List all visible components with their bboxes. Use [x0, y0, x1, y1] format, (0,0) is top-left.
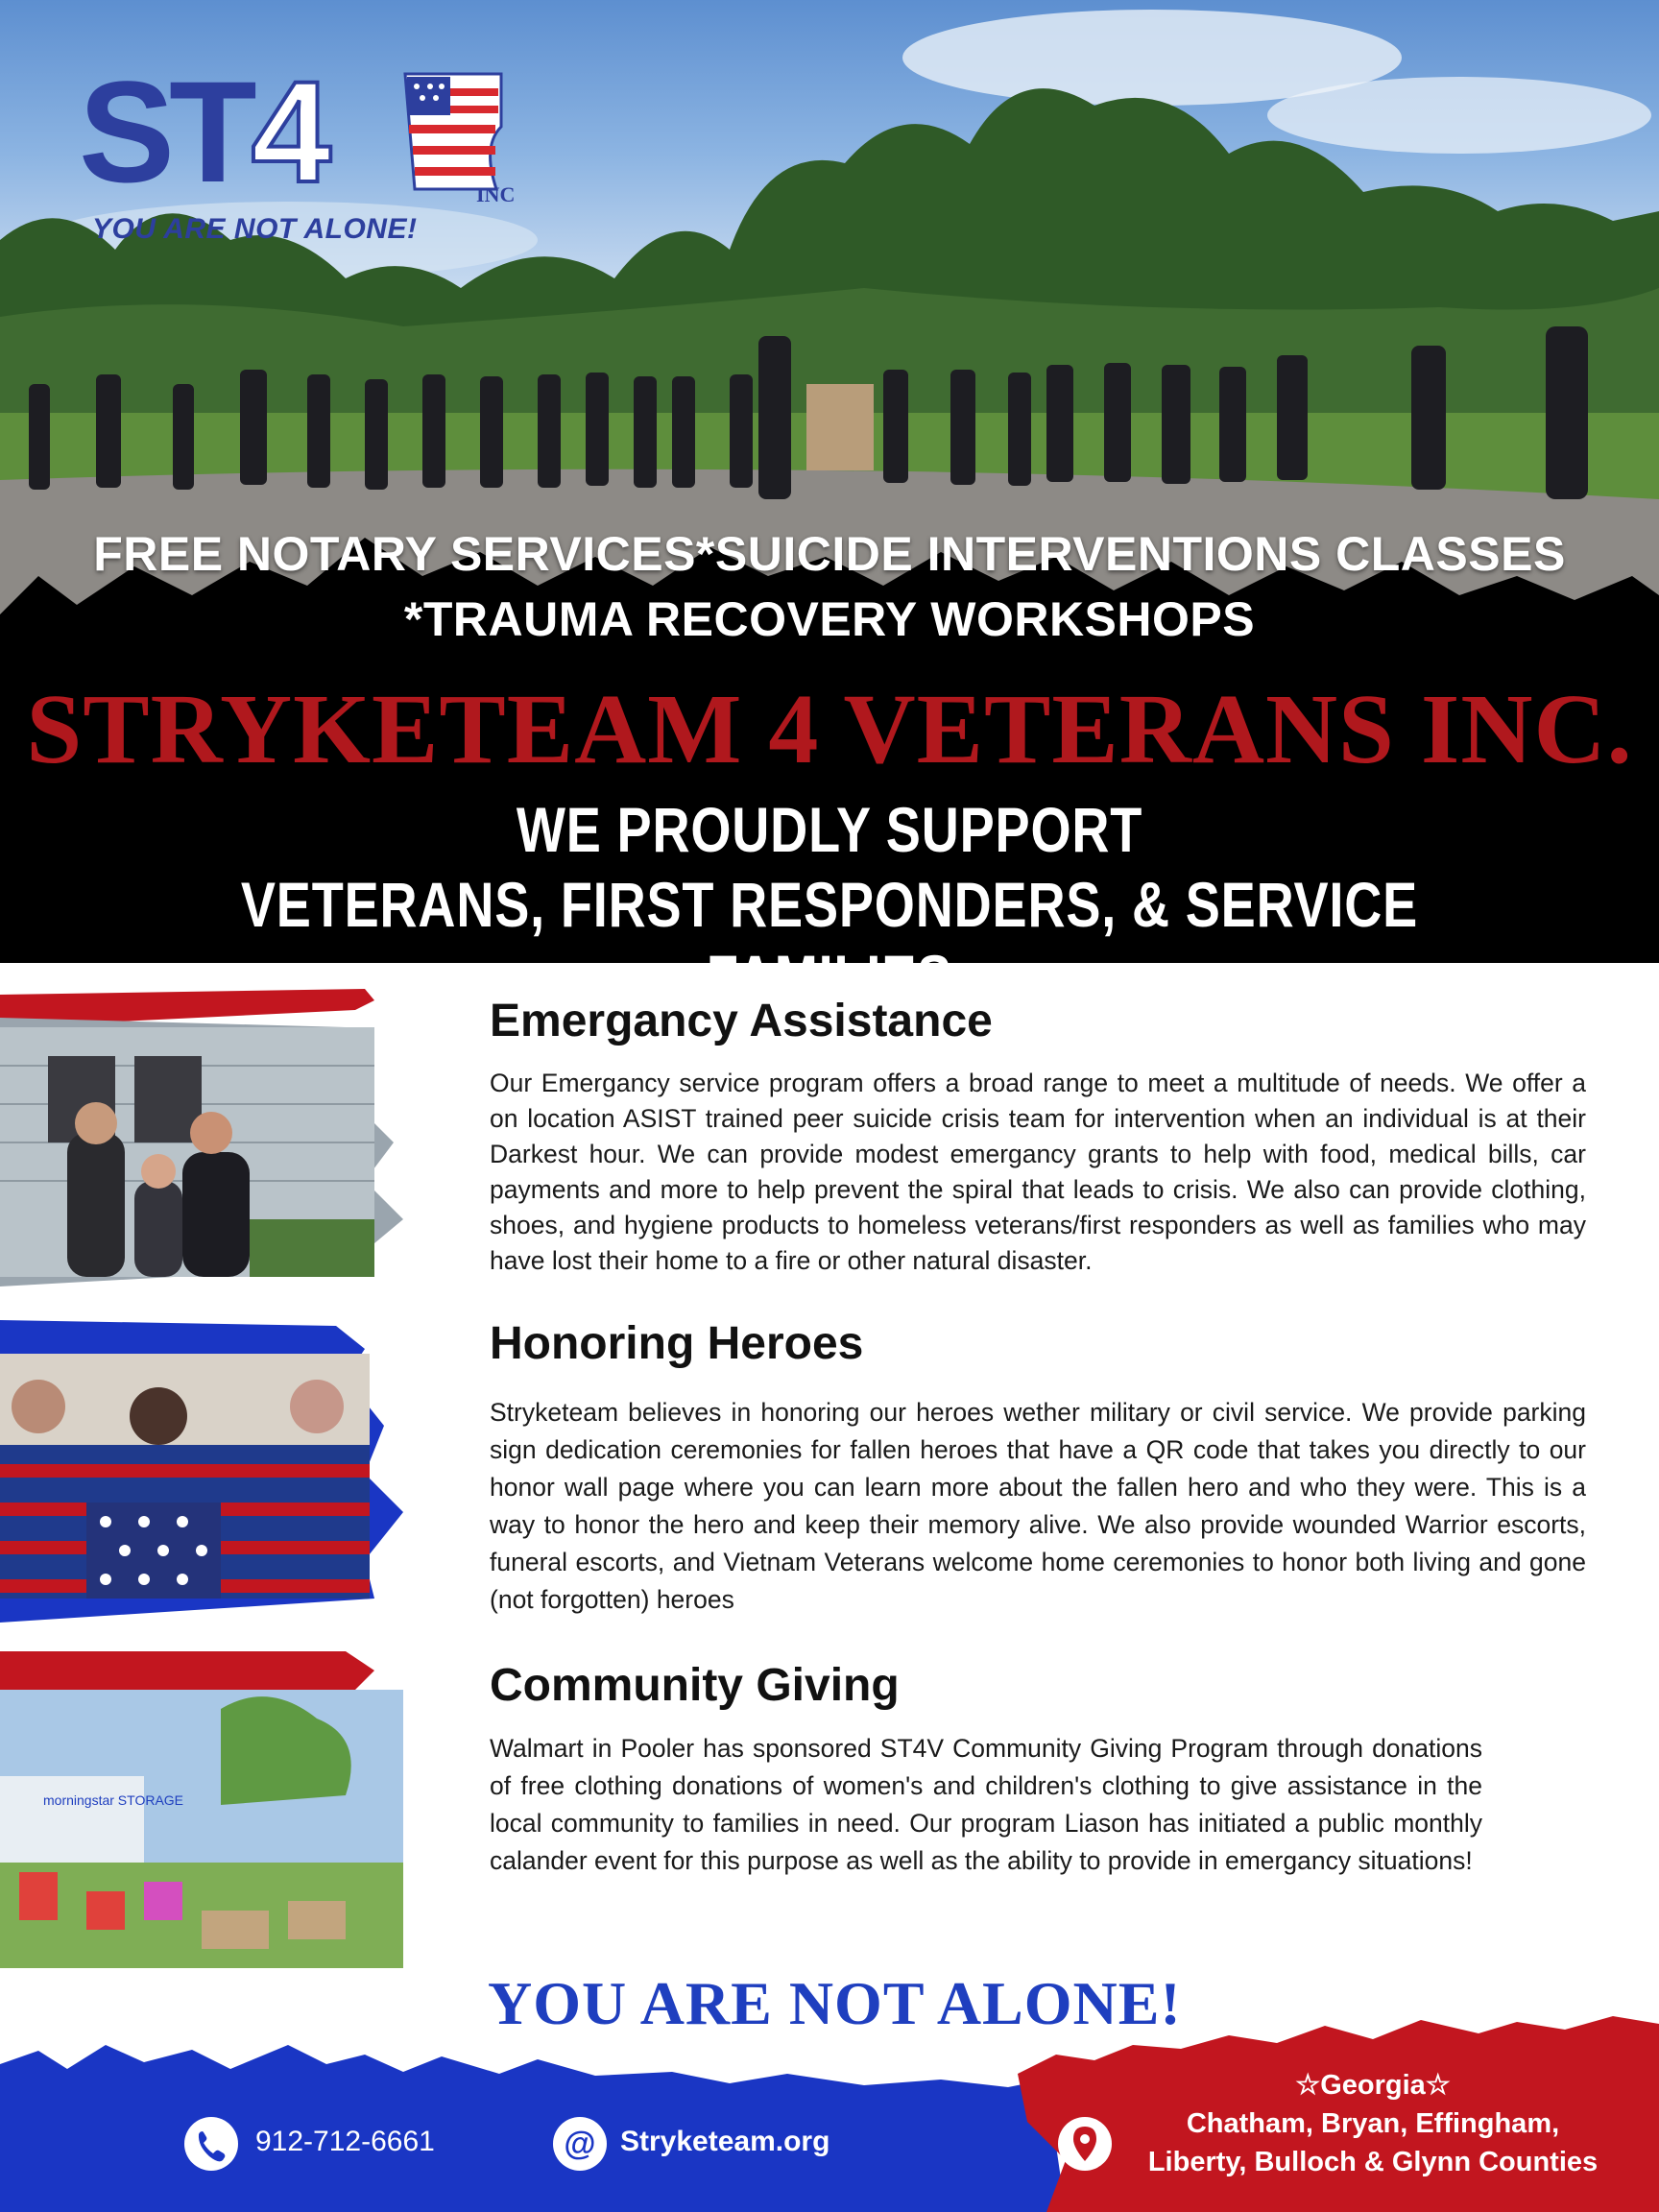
support-line-2: VETERANS, FIRST RESPONDERS, & SERVICE FAMILIES [240, 869, 1419, 1013]
services-line-1: FREE NOTARY SERVICES*SUICIDE INTERVENTIONS CLASSES [93, 527, 1566, 581]
storage-sign: morningstar STORAGE [43, 1792, 184, 1808]
phone-icon [184, 2117, 238, 2171]
logo-tagline: YOU ARE NOT ALONE! [92, 213, 418, 245]
honoring-heroes-photo [0, 1320, 422, 1623]
section-body-honoring: Stryketeam believes in honoring our heroes wether military or civil service. We provide parking sign dedication ceremonies for fallen heroes that have a QR code that takes you directly to our honor wall page where you can learn more about the fallen hero and who they were. This is a way to honor the hero and keep their memory alive. We also provide wounded Warrior escorts, funeral escorts, and Vietnam Veterans welcome home ceremonies to honor both living and gone (not forgotten) heroes [490, 1398, 1586, 1614]
section-title-community: Community Giving [490, 1660, 900, 1711]
logo-letters: ST [79, 51, 252, 212]
logo-wordmark [79, 51, 326, 212]
website-link[interactable]: Stryketeam.org [620, 2126, 830, 2157]
region-state: ☆Georgia☆ [1295, 2070, 1451, 2101]
section-title-honoring: Honoring Heroes [490, 1318, 864, 1369]
services-line-2: *TRAUMA RECOVERY WORKSHOPS [403, 592, 1256, 646]
svg-text:@: @ [564, 2126, 596, 2162]
hero-banner [0, 0, 1659, 1013]
region-counties-1: Chatham, Bryan, Effingham, [1186, 2108, 1560, 2139]
logo-inc: INC [476, 182, 516, 206]
support-line-1: WE PROUDLY SUPPORT [516, 794, 1143, 865]
at-sign-icon [553, 2117, 607, 2171]
service-region [1123, 2066, 1623, 2181]
section-title-emergency: Emergancy Assistance [490, 996, 993, 1046]
emergency-assistance-photo [0, 989, 422, 1296]
closing-slogan: YOU ARE NOT ALONE! [488, 1969, 1182, 2037]
flag-georgia-icon [396, 69, 511, 194]
section-body-emergency: Our Emergancy service program offers a broad range to meet a multitude of needs. We offer a on location ASIST trained peer suicide crisis team for intervention when an individual is at their Darkest hour. We can provide modest emergancy grants to help with food, medical bills, car payments and more to help prevent the spiral that leads to crisis. We also can provide clothing, shoes, and hygiene products to homeless veterans/first responders as well as families who may have lost their home to a fire or other natural disaster. [490, 1069, 1586, 1275]
section-body-community: Walmart in Pooler has sponsored ST4V Community Giving Program through donations of free clothing donations of women's and children's clothing to give assistance in the local community to families in need. Our program Liason has initiated a public monthly calander event for this purpose as well as the ability to provide in emergancy situations! [490, 1734, 1482, 1875]
phone-number[interactable]: 912-712-6661 [255, 2126, 435, 2157]
organization-name: STRYKETEAM 4 VETERANS INC. [26, 674, 1633, 784]
map-pin-icon [1058, 2117, 1112, 2171]
region-counties-2: Liberty, Bulloch & Glynn Counties [1147, 2147, 1599, 2177]
community-giving-photo [0, 1651, 422, 1968]
logo-number: 4 [251, 51, 326, 212]
st4v-logo [79, 51, 520, 252]
